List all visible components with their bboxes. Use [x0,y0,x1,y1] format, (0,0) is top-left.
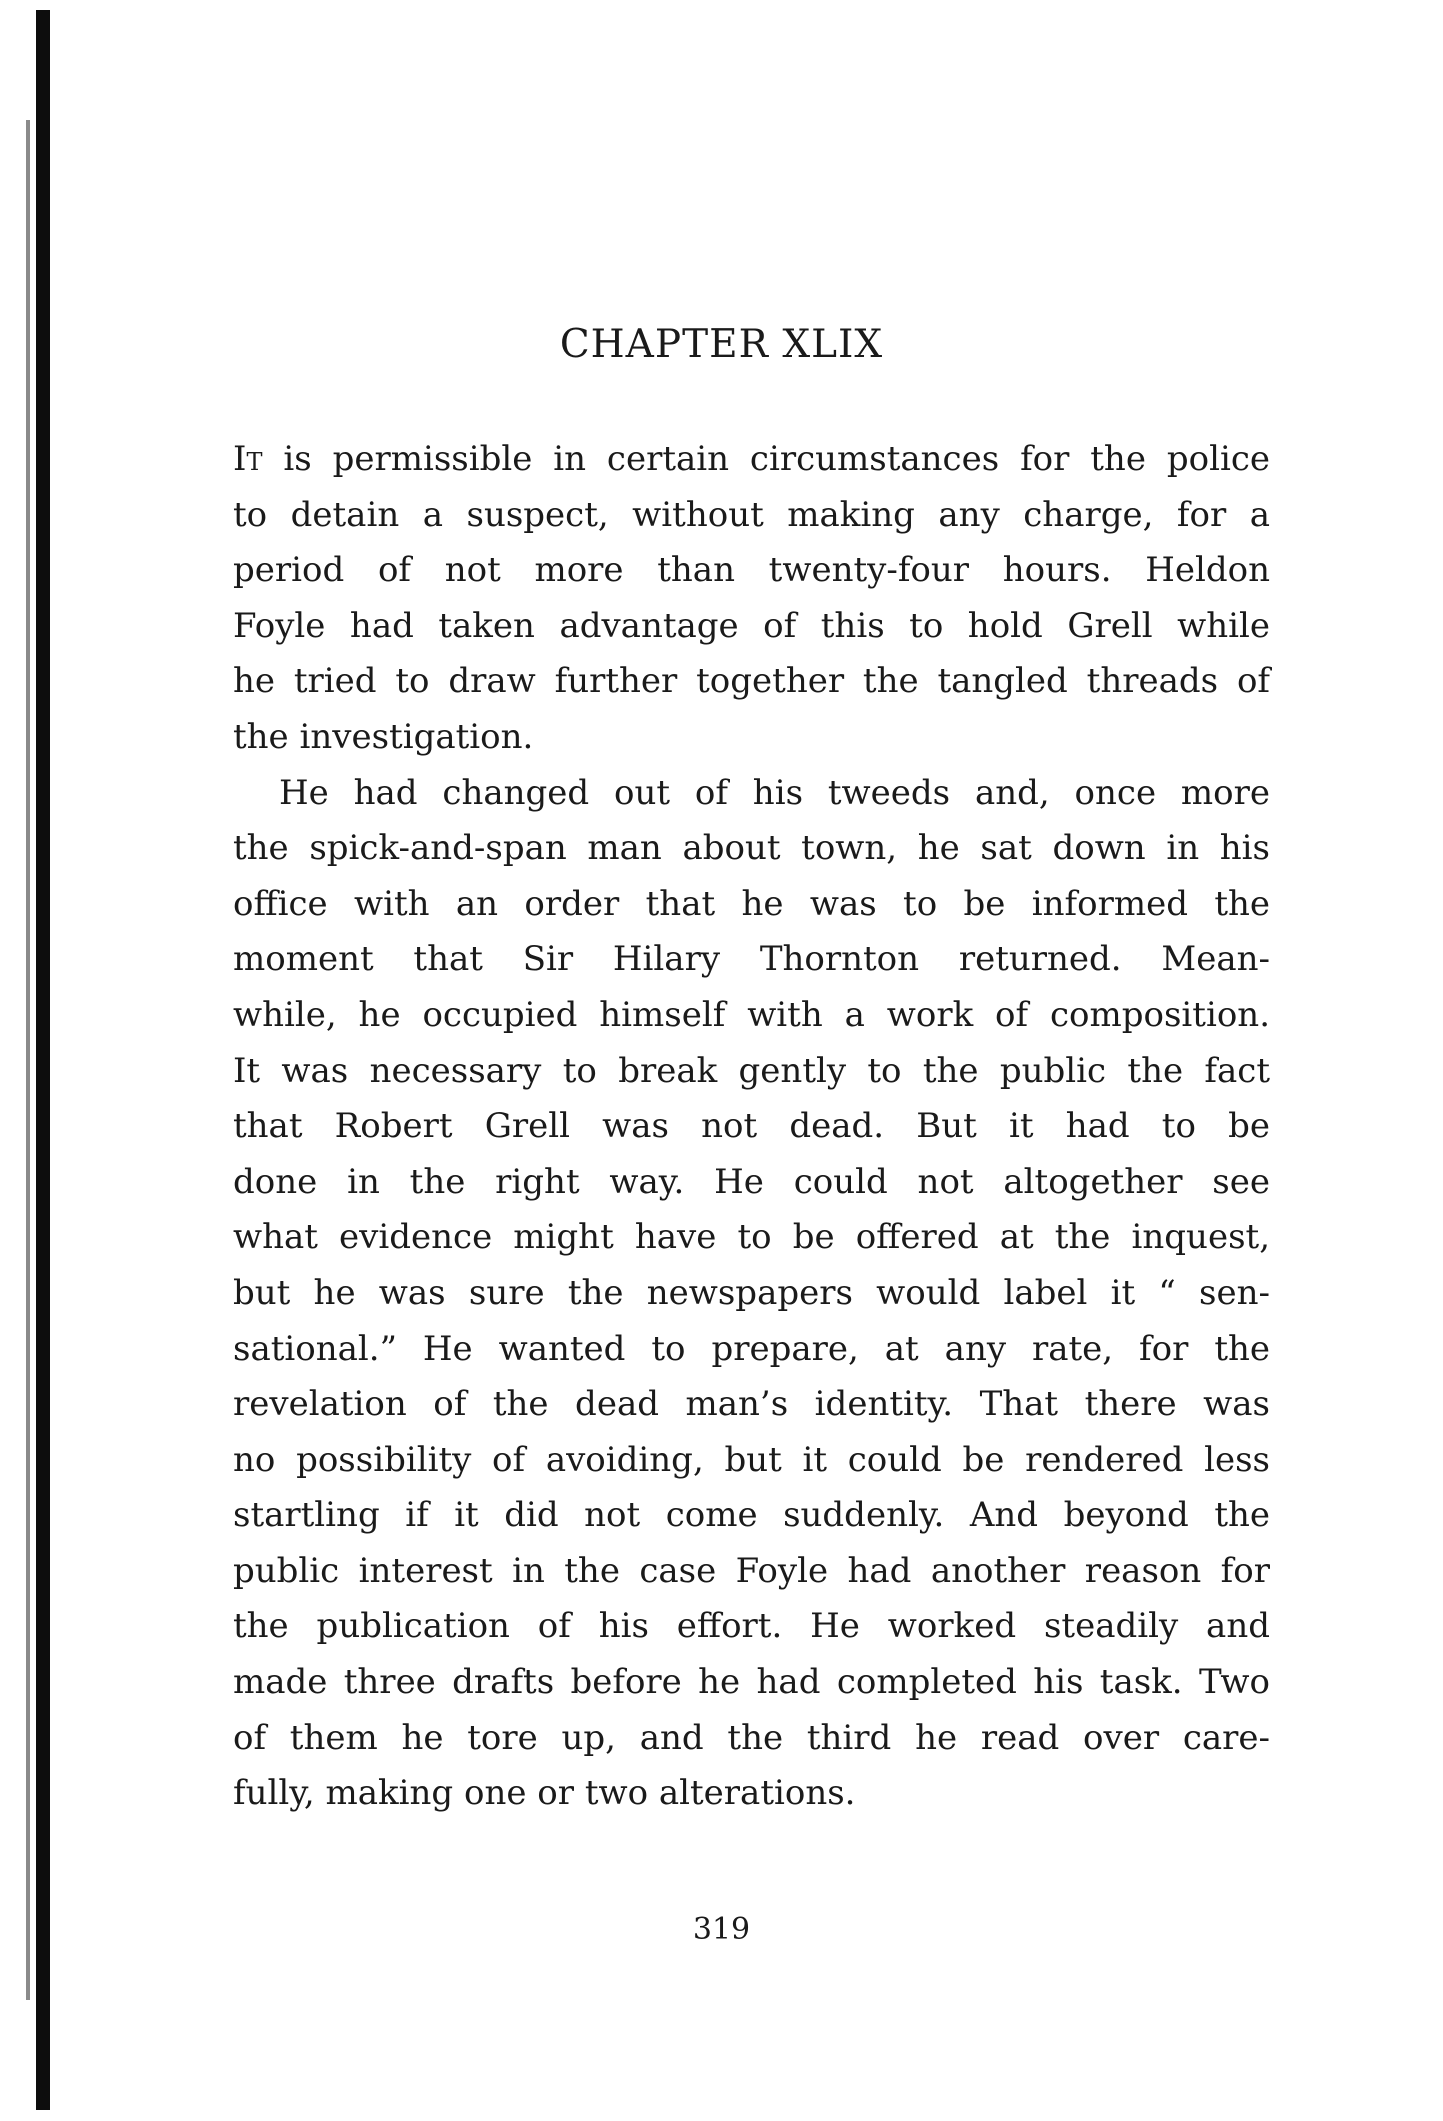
chapter-title: CHAPTER XLIX [559,322,884,367]
paragraph-2-line-17: made three drafts before he had completed his task. Two [233,1662,1270,1703]
page-number: 319 [692,1912,751,1947]
paragraph-2-line-6: It was necessary to break gently to the public the fact [233,1050,1270,1091]
paragraph-2-line-18: of them he tore up, and the third he read over care- [233,1717,1270,1758]
paragraph-2-line-1: He had changed out of his tweeds and, once more [279,772,1270,813]
paragraph-1-line-5: he tried to draw further together the tangled threads of [233,661,1270,702]
paragraph-1-line-2: to detain a suspect, without making any charge, for a [233,494,1270,535]
paragraph-2-line-8: done in the right way. He could not altogether see [233,1161,1270,1202]
paragraph-2-line-2: the spick-and-span man about town, he sat down in his [233,828,1270,869]
paragraph-1-line-3: period of not more than twenty-four hours. Heldon [233,550,1270,591]
paragraph-2-line-12: revelation of the dead man’s identity. That there was [233,1384,1270,1425]
paragraph-2-line-5: while, he occupied himself with a work of composition. [233,994,1270,1035]
body-text [233,432,1270,1822]
paragraph-2-line-15: public interest in the case Foyle had another reason for [233,1550,1270,1591]
paragraph-1-line-1: It is permissible in certain circumstances for the police [233,439,1270,479]
paragraph-1-line-6: the investigation. [233,716,534,757]
paragraph-2-line-14: startling if it did not come suddenly. And beyond the [233,1495,1270,1536]
paragraph-2-line-16: the publication of his effort. He worked steadily and [233,1606,1270,1647]
paragraph-2-line-10: but he was sure the newspapers would label it “ sen- [233,1272,1270,1313]
paragraph-2-line-11: sational.” He wanted to prepare, at any rate, for the [233,1328,1270,1369]
binding-shadow [26,120,30,2000]
paragraph-2-line-9: what evidence might have to be offered at the inquest, [233,1217,1270,1258]
paragraph-2-line-19: fully, making one or two alterations. [233,1773,856,1814]
paragraph-1-line-4: Foyle had taken advantage of this to hold Grell while [233,605,1270,646]
paragraph-2-line-3: office with an order that he was to be informed the [233,883,1270,924]
paragraph-2-line-7: that Robert Grell was not dead. But it had to be [233,1106,1270,1147]
paragraph-2-line-4: moment that Sir Hilary Thornton returned. Mean- [233,939,1270,980]
paragraph-2-line-13: no possibility of avoiding, but it could be rendered less [233,1439,1270,1480]
